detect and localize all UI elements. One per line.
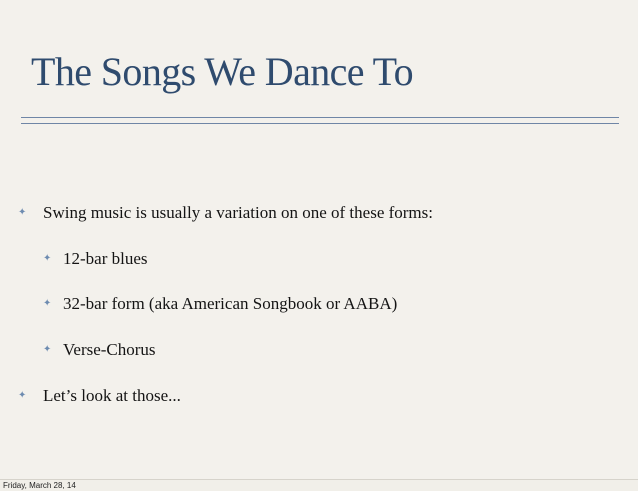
sub-bullet-item [43,340,156,360]
bullet-text: Verse-Chorus [63,340,156,359]
sub-bullet-item [43,249,148,269]
sub-bullet-item [43,294,397,314]
four-point-star-icon: ✦ [43,298,52,309]
four-point-star-icon: ✦ [43,344,52,355]
footer-date: Friday, March 28, 14 [3,481,76,490]
four-point-star-icon: ✦ [18,390,27,401]
bullet-item [18,203,433,223]
title-divider-top [21,117,619,118]
bullet-item [18,386,181,406]
four-point-star-icon: ✦ [43,253,52,264]
bullet-text: Swing music is usually a variation on one of these forms: [43,203,433,222]
bullet-text: 32-bar form (aka American Songbook or AABA) [63,294,398,313]
four-point-star-icon: ✦ [18,207,27,218]
title-divider-bottom [21,123,619,124]
bullet-text: Let’s look at those... [43,386,181,405]
slide-title: The Songs We Dance To [31,49,414,94]
bullet-text: 12-bar blues [63,249,148,268]
